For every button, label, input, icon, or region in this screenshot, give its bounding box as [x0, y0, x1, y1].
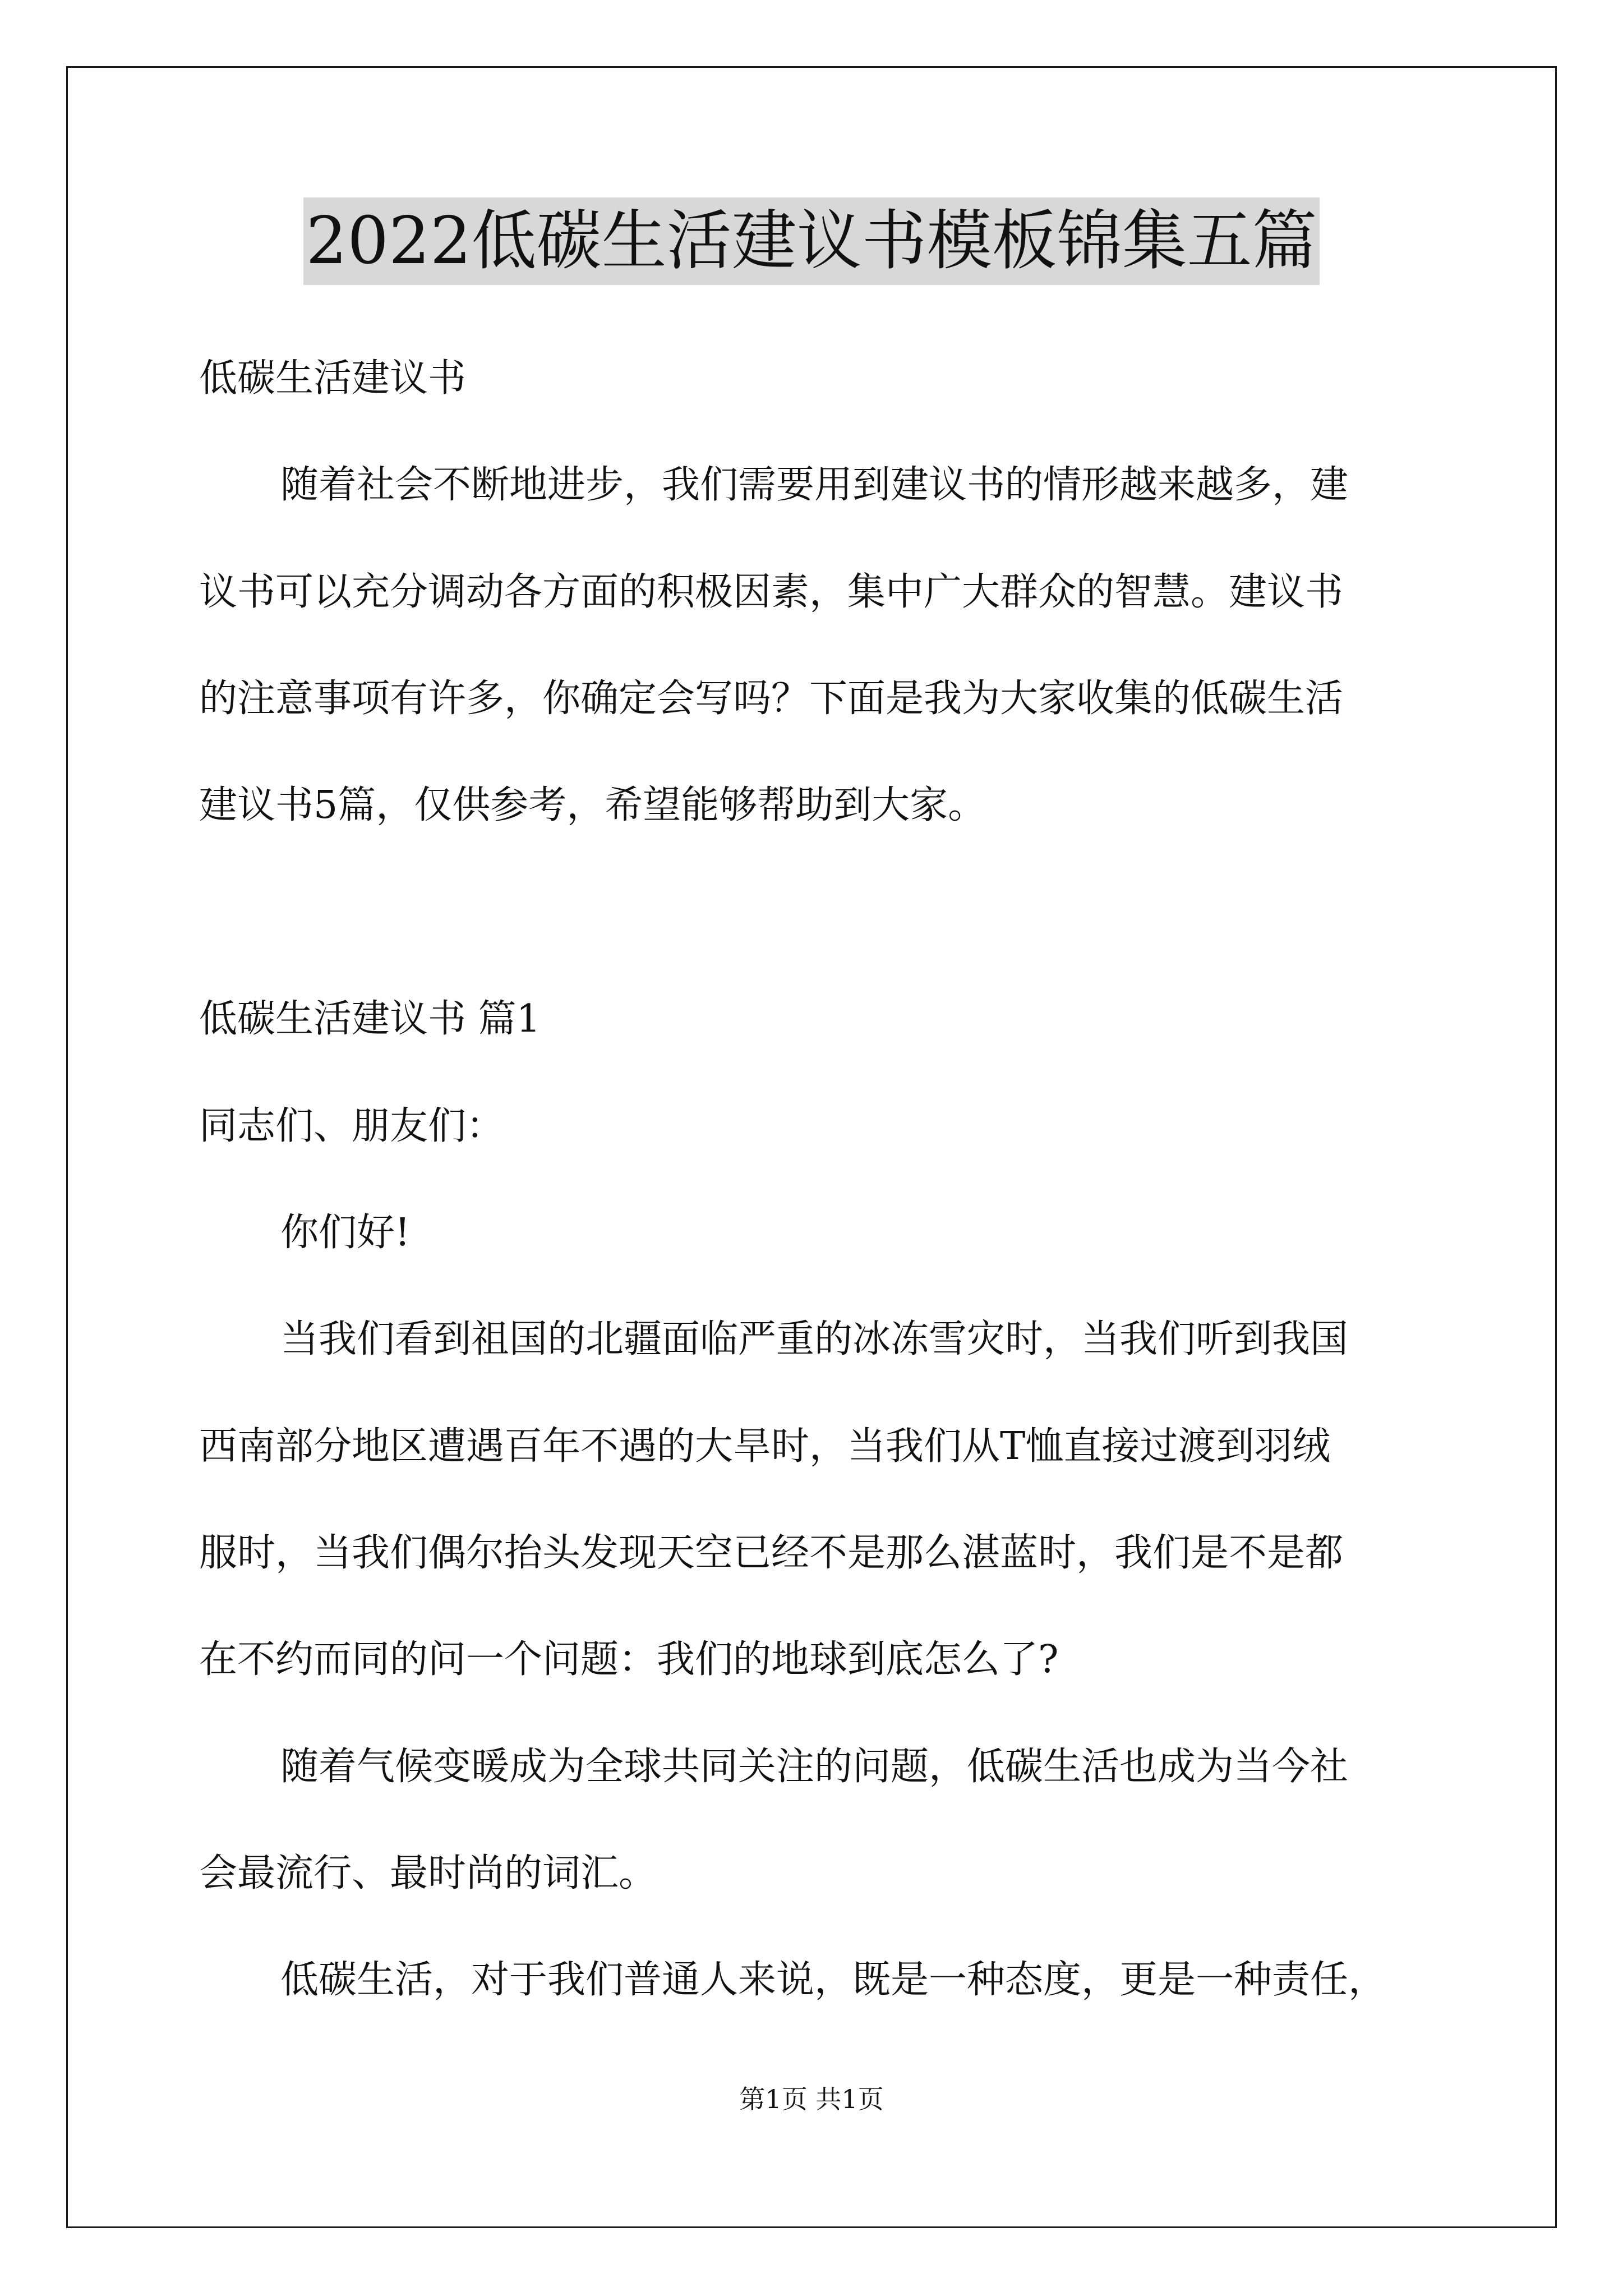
document-title: 2022低碳生活建议书模板锦集五篇	[303, 197, 1319, 285]
paragraph-line: 随着社会不断地进步，我们需要用到建议书的情形越来越多，建	[280, 463, 1349, 507]
paragraph-line: 建议书5篇，仅供参考，希望能够帮助到大家。	[199, 783, 986, 827]
section-heading-intro: 低碳生活建议书	[199, 356, 467, 401]
paragraph-line: 随着气候变暖成为全球共同关注的问题，低碳生活也成为当今社	[280, 1745, 1349, 1789]
paragraph-line: 议书可以充分调动各方面的积极因素，集中广大群众的智慧。建议书	[199, 570, 1344, 614]
page-number-footer: 第1页 共1页	[739, 2084, 884, 2114]
salutation: 同志们、朋友们：	[199, 1104, 505, 1148]
title-container	[0, 197, 1623, 285]
paragraph-line: 的注意事项有许多，你确定会写吗？下面是我为大家收集的低碳生活	[199, 677, 1344, 721]
paragraph-line: 低碳生活，对于我们普通人来说，既是一种态度，更是一种责任，	[280, 1958, 1387, 2002]
paragraph-line: 西南部分地区遭遇百年不遇的大旱时，当我们从T恤直接过渡到羽绒	[199, 1424, 1331, 1469]
paragraph-line: 在不约而同的问一个问题：我们的地球到底怎么了?	[199, 1637, 1059, 1682]
paragraph-line: 服时，当我们偶尔抬头发现天空已经不是那么湛蓝时，我们是不是都	[199, 1531, 1344, 1575]
section-heading-article-1: 低碳生活建议书 篇1	[199, 997, 541, 1041]
paragraph-line: 会最流行、最时尚的词汇。	[199, 1851, 657, 1895]
greeting: 你们好!	[280, 1211, 411, 1255]
paragraph-line: 当我们看到祖国的北疆面临严重的冰冻雪灾时，当我们听到我国	[280, 1317, 1349, 1361]
